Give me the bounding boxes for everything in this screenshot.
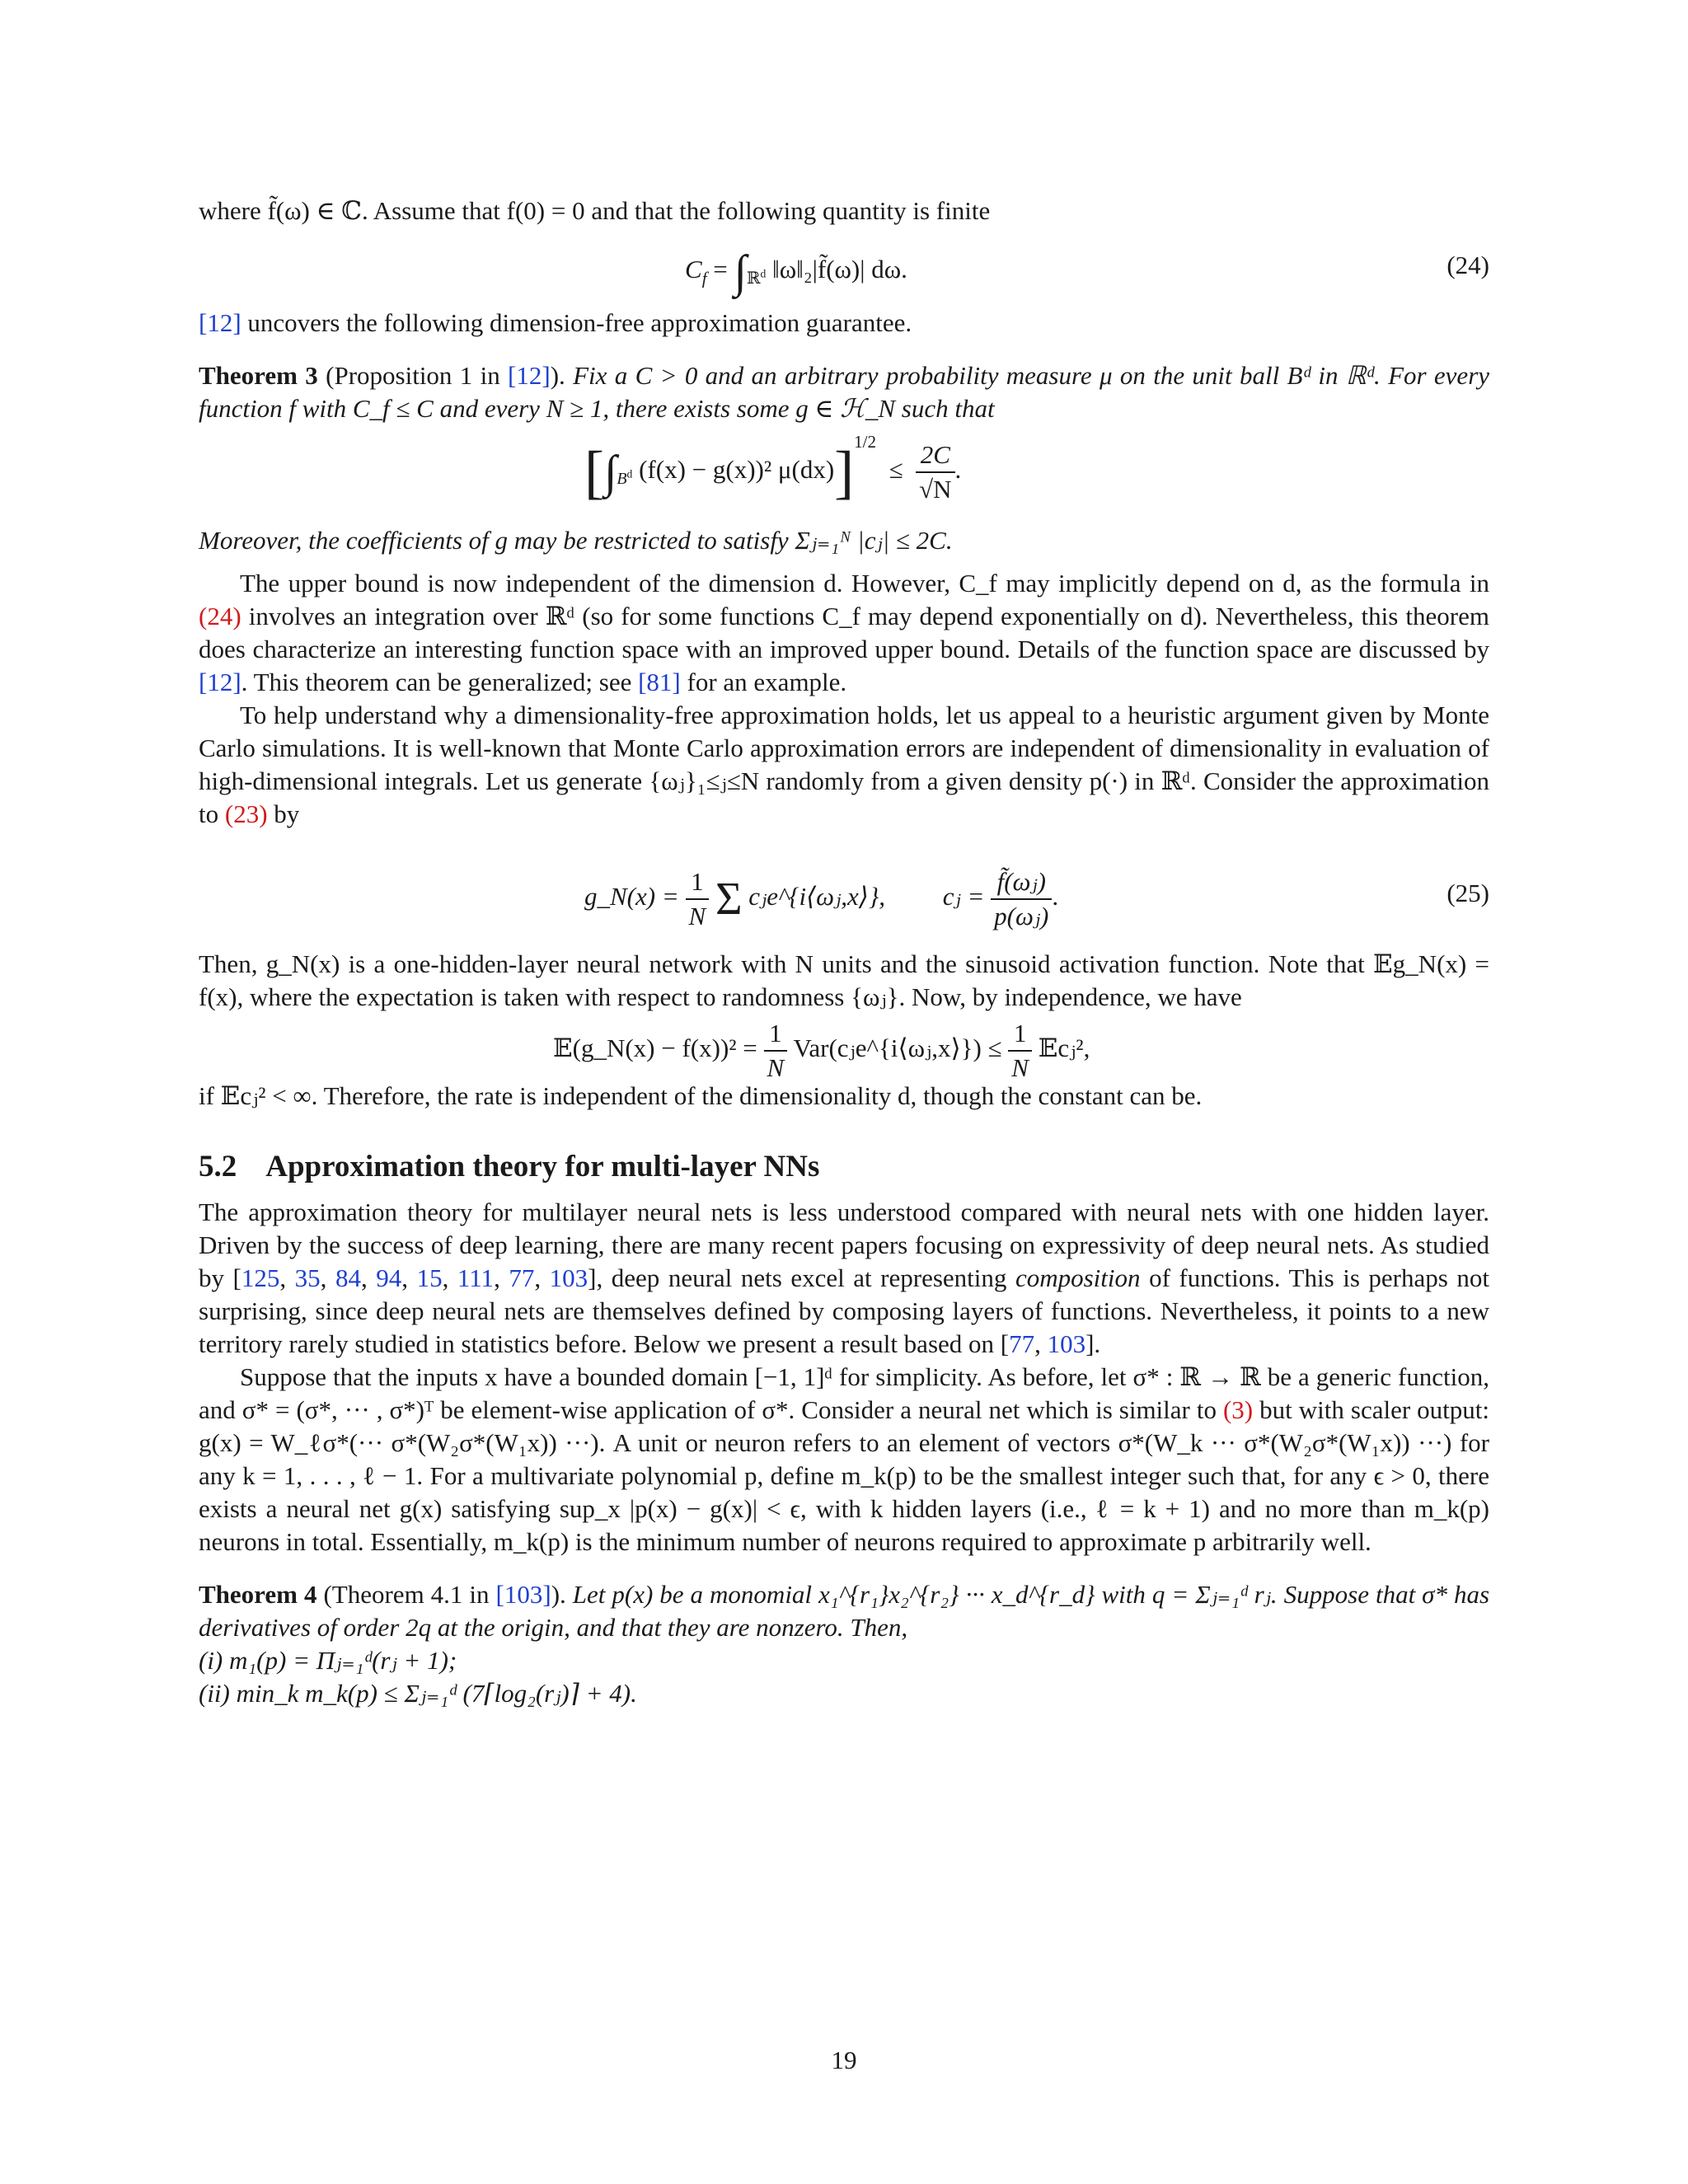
paper-page bbox=[199, 194, 1489, 1710]
theorem-4-body: Let p(x) be a monomial x₁^{r₁}x₂^{r₂} ··· x_d^{r_d} with q = Σⱼ₌₁ᵈ rⱼ. Suppose that σ* has derivatives of order 2q at the origin, and that they are nonzero. Then, bbox=[199, 1580, 1490, 1642]
var-left: 𝔼(g_N(x) − f(x))² = bbox=[553, 1033, 757, 1063]
composition-emphasis: composition bbox=[1015, 1263, 1141, 1292]
eq25-label: (25) bbox=[1447, 879, 1489, 907]
citation-15[interactable]: 15 bbox=[416, 1263, 443, 1292]
var-right: 𝔼cⱼ², bbox=[1038, 1033, 1090, 1063]
equation-24: $C_f = \int_{ℝ^d}$ ‖ω‖₂|f̃(ω)| dω. (24) bbox=[685, 246, 1489, 298]
theorem-4 bbox=[199, 1578, 1489, 1644]
theorem-4-heading: Theorem 4 bbox=[199, 1580, 317, 1609]
citation-77-b[interactable]: 77 bbox=[1009, 1329, 1035, 1358]
citation-103-b[interactable]: 103 bbox=[1047, 1329, 1086, 1358]
eq24-lhs-sub: f bbox=[701, 268, 707, 288]
citation-111[interactable]: 111 bbox=[457, 1263, 495, 1292]
citation-81[interactable]: [81] bbox=[638, 668, 681, 696]
equation-ref-24[interactable]: (24) bbox=[199, 602, 241, 630]
citation-84[interactable]: 84 bbox=[335, 1263, 361, 1292]
uncovers-paragraph bbox=[199, 307, 1489, 340]
eq24-lhs: C bbox=[685, 255, 702, 284]
ineq-integrand: (f(x) − g(x))² μ(dx) bbox=[639, 455, 835, 485]
paragraph-multilayer: The approximation theory for multilayer neural nets is less understood compared with neural nets with one hidden layer. Driven by the success of deep learning, there are many recent papers focusing on expressivity of deep neural nets. As studied by [125, 35, 84, 94, 15, 111, 77, 103], deep neural nets excel at representing composition of functions. This is perhaps not surprising, since deep neural nets are themselves defined by composing layers of functions. Nevertheless, it points to a new territory rarely studied in statistics before. Below we present a result based on [77, 103]. bbox=[199, 1197, 1489, 1358]
theorem-4-item-1: (i) m₁(p) = Πⱼ₌₁ᵈ(rⱼ + 1); bbox=[199, 1646, 457, 1675]
eq25-lhs: g_N(x) = bbox=[584, 882, 679, 912]
paragraph-if: if 𝔼cⱼ² < ∞. Therefore, the rate is independent of the dimensionality d, though the constant can be. bbox=[199, 1081, 1203, 1110]
ineq-fraction: $\frac{2C}{√N}$ bbox=[916, 438, 954, 506]
page-number: 19 bbox=[831, 2046, 857, 2074]
theorem-3-moreover: Moreover, the coefficients of g may be restricted to satisfy Σⱼ₌₁ᴺ |cⱼ| ≤ 2C. bbox=[199, 526, 953, 555]
theorem-4-item-2: (ii) min_k m_k(p) ≤ Σⱼ₌₁ᵈ (7⌈log₂(rⱼ)⌉ + 4). bbox=[199, 1679, 637, 1708]
citation-12[interactable]: [12] bbox=[199, 308, 241, 337]
paragraph-monte-carlo: To help understand why a dimensionality-free approximation holds, let us appeal to a heuristic argument given by Monte Carlo simulations. It is well-known that Monte Carlo approximation errors are independent of dimensionality in evaluation of high-dimensional integrals. Let us generate {ωⱼ}₁≤ⱼ≤N randomly from a given density p(·) in ℝᵈ. Consider the approximation to (23) by bbox=[199, 701, 1489, 828]
equation-ref-23[interactable]: (23) bbox=[224, 799, 268, 828]
eq24-rhs: ‖ω‖₂|f̃(ω)| dω. bbox=[772, 255, 907, 284]
paragraph-suppose: Suppose that the inputs x have a bounded domain [−1, 1]ᵈ for simplicity. As before, let σ* : ℝ → ℝ be a generic function, and σ* = (σ*, ··· , σ*)ᵀ be element-wise application of σ*. Consider a neural net which is similar to (3) but with scaler output: g(x) = W_ℓσ*(··· σ*(W₂σ*(W₁x)) ···). A unit or neuron refers to an element of vectors σ*(W_k ··· σ*(W₂σ*(W₁x)) ···) for any k = 1, . . . , ℓ − 1. For a multivariate polynomial p, define m_k(p) to be the smallest integer such that, for any ϵ > 0, there exists a neural net g(x) satisfying sup_x |p(x) − g(x)| < ϵ, with k hidden layers (i.e., ℓ = k + 1) and no more than m_k(p) neurons in total. Essentially, m_k(p) is the minimum number of neurons required to approximate p arbitrarily well. bbox=[199, 1362, 1489, 1556]
citation-77[interactable]: 77 bbox=[509, 1263, 535, 1292]
theorem-3-inequality: [$\int_{B^d}$ (f(x) − g(x))² μ(dx)]$^{1/2}$ ≤ $\frac{2C}{√N}$ . bbox=[584, 431, 962, 505]
citation-12-body[interactable]: [12] bbox=[199, 668, 241, 696]
equation-variance: 𝔼(g_N(x) − f(x))² = $\frac{1}{N}$ Var(cⱼe^{i⟨ωⱼ,x⟩}) ≤ $\frac{1}{N}$ 𝔼cⱼ², bbox=[553, 1019, 1090, 1082]
section-heading bbox=[199, 1149, 1489, 1184]
citation-103[interactable]: 103 bbox=[549, 1263, 588, 1292]
equation-ref-3[interactable]: (3) bbox=[1222, 1395, 1254, 1424]
theorem-3-body: Fix a C > 0 and an arbitrary probability measure μ on the unit ball Bᵈ in ℝᵈ. For every function f with C_f ≤ C and every N ≥ 1, there exists some g ∈ ℋ_N such that bbox=[199, 361, 1490, 423]
intro-line: where f̃(ω) ∈ ℂ. Assume that f(0) = 0 and that the following quantity is finite bbox=[199, 196, 991, 225]
section-number: 5.2 bbox=[199, 1150, 237, 1183]
citation-12-theorem3[interactable]: [12] bbox=[508, 361, 551, 390]
eq25-cj: cⱼ = bbox=[942, 882, 985, 912]
ineq-exponent: 1/2 bbox=[854, 431, 877, 452]
theorem-4-source: (Theorem 4.1 in [103]). bbox=[323, 1580, 566, 1609]
eq25-fraction: $\frac{\text{f̃(ωⱼ)}}{\text{p(ωⱼ)}}$ bbox=[991, 865, 1052, 933]
citation-103-theorem4[interactable]: [103] bbox=[495, 1580, 551, 1609]
theorem-3 bbox=[199, 359, 1489, 425]
theorem-3-source: (Proposition 1 in [12]). bbox=[326, 361, 565, 390]
equation-25: g_N(x) = $\frac{1}{N}$ Σ cⱼe^{i⟨ωⱼ,x⟩}, cⱼ = $\frac{\text{f̃(ωⱼ)}}{\text{p(ωⱼ)}}$ . (25) bbox=[199, 841, 1489, 943]
var-mid: Var(cⱼe^{i⟨ωⱼ,x⟩}) ≤ bbox=[793, 1033, 1002, 1063]
citation-35[interactable]: 35 bbox=[294, 1263, 321, 1292]
eq24-label: (24) bbox=[1447, 251, 1489, 279]
paragraph-then: Then, g_N(x) is a one-hidden-layer neural network with N units and the sinusoid activation function. Note that 𝔼g_N(x) = f(x), where the expectation is taken with respect to randomness {ωⱼ}. Now, by independence, we have bbox=[199, 949, 1489, 1011]
eq25-sum-body: cⱼe^{i⟨ωⱼ,x⟩}, bbox=[748, 882, 886, 912]
section-title: Approximation theory for multi-layer NNs bbox=[265, 1150, 820, 1183]
uncovers-text: uncovers the following dimension-free approximation guarantee. bbox=[247, 308, 912, 337]
paragraph-upper-bound: The upper bound is now independent of the dimension d. However, C_f may implicitly depend on d, as the formula in (24) involves an integration over ℝᵈ (so for some functions C_f may depend exponentially on d). Nevertheless, this theorem does characterize an interesting function space with an improved upper bound. Details of the function space are discussed by [12]. This theorem can be generalized; see [81] for an example. bbox=[199, 569, 1489, 696]
theorem-3-heading: Theorem 3 bbox=[199, 361, 318, 390]
citation-125[interactable]: 125 bbox=[241, 1263, 280, 1292]
citation-94[interactable]: 94 bbox=[376, 1263, 402, 1292]
